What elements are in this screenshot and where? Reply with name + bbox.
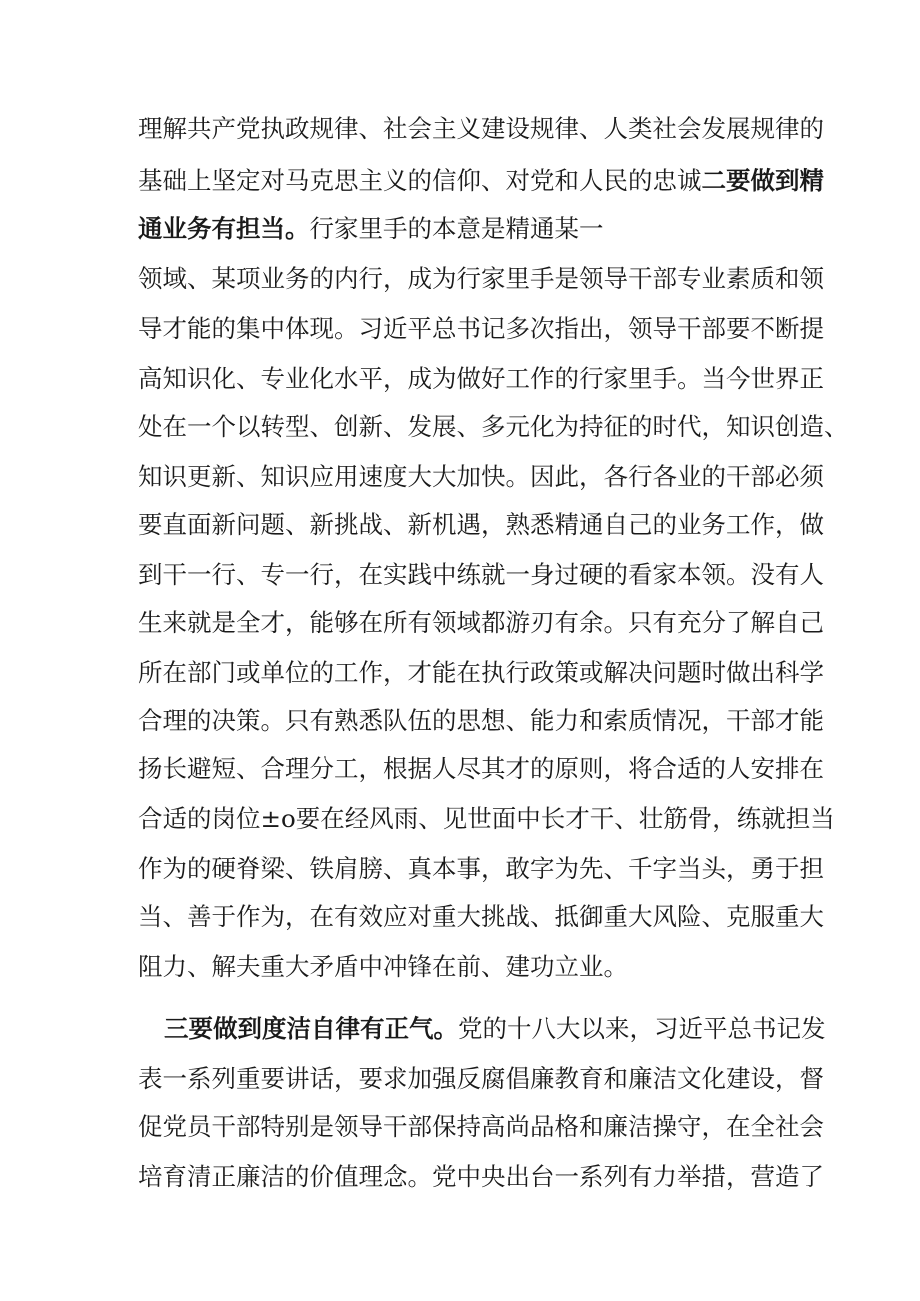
text-line: 当、善于作为，在有效应对重大挑战、抵御重大风险、克服重大 xyxy=(138,902,824,931)
text-normal: 基础上坚定对马克思主义的信仰、对党和人民的忠诚 xyxy=(138,166,702,195)
text-line: 要直面新问题、新挑战、新机遇，熟悉精通自己的业务工作，做 xyxy=(138,510,824,539)
text-line: 知识更新、知识应用速度大大加快。因此，各行各业的干部必须 xyxy=(138,462,824,491)
text-line: 促党员干部特别是领导干部保持高尚品格和廉洁操守，在全社会 xyxy=(138,1112,824,1141)
text-line: 合适的岗位±o要在经风雨、见世面中长才干、壮筋骨，练就担当 xyxy=(138,804,835,833)
text-line: 理解共产党执政规律、社会主义建设规律、人类社会发展规律的 xyxy=(138,114,824,143)
text-line xyxy=(138,212,798,246)
text-line: 领域、某项业务的内行，成为行家里手是领导干部专业素质和领 xyxy=(138,264,824,293)
section-heading-3: 三要做到度洁自律有正气。 xyxy=(164,1014,458,1043)
text-line: 培育清正廉洁的价值理念。党中央出台一系列有力举措，营造了 xyxy=(138,1162,824,1191)
section-heading-2-end: 通业务有担当。 xyxy=(138,214,310,243)
text-line xyxy=(138,164,824,198)
text-normal: 行家里手的本意是精通某一 xyxy=(309,214,604,243)
text-line: 处在一个以转型、创新、发展、多元化为持征的时代，知识创造、 xyxy=(138,412,849,441)
section-heading-2-start: 二要做到精 xyxy=(701,166,824,195)
text-line: 扬长避短、合理分工，根据人尽其才的原则，将合适的人安排在 xyxy=(138,754,824,783)
text-line: 作为的硬脊梁、铁肩膀、真本事，敢字为先、千字当头，勇于担 xyxy=(138,854,824,883)
text-line: 生来就是全才，能够在所有领域都游刃有余。只有充分了解自己 xyxy=(138,608,824,637)
text-line: 所在部门或单位的工作，才能在执行政策或解决问题时做出科学 xyxy=(138,658,824,687)
text-line: 合理的决策。只有熟悉队伍的思想、能力和索质情况，干部才能 xyxy=(138,706,824,735)
text-line: 高知识化、专业化水平，成为做好工作的行家里手。当今世界正 xyxy=(138,364,824,393)
text-line: 到干一行、专一行，在实践中练就一身过硬的看家本领。没有人 xyxy=(138,560,824,589)
text-line: 阻力、解夫重大矛盾中冲锋在前、建功立业。 xyxy=(138,952,628,981)
text-line: 表一系列重要讲话，要求加强反腐倡廉教育和廉洁文化建设，督 xyxy=(138,1064,824,1093)
text-normal: 党的十八大以来，习近平总书记发 xyxy=(458,1014,826,1043)
text-line xyxy=(164,1012,826,1046)
text-line: 导才能的集中体现。习近平总书记多次指出，领导干部要不断提 xyxy=(138,314,824,343)
